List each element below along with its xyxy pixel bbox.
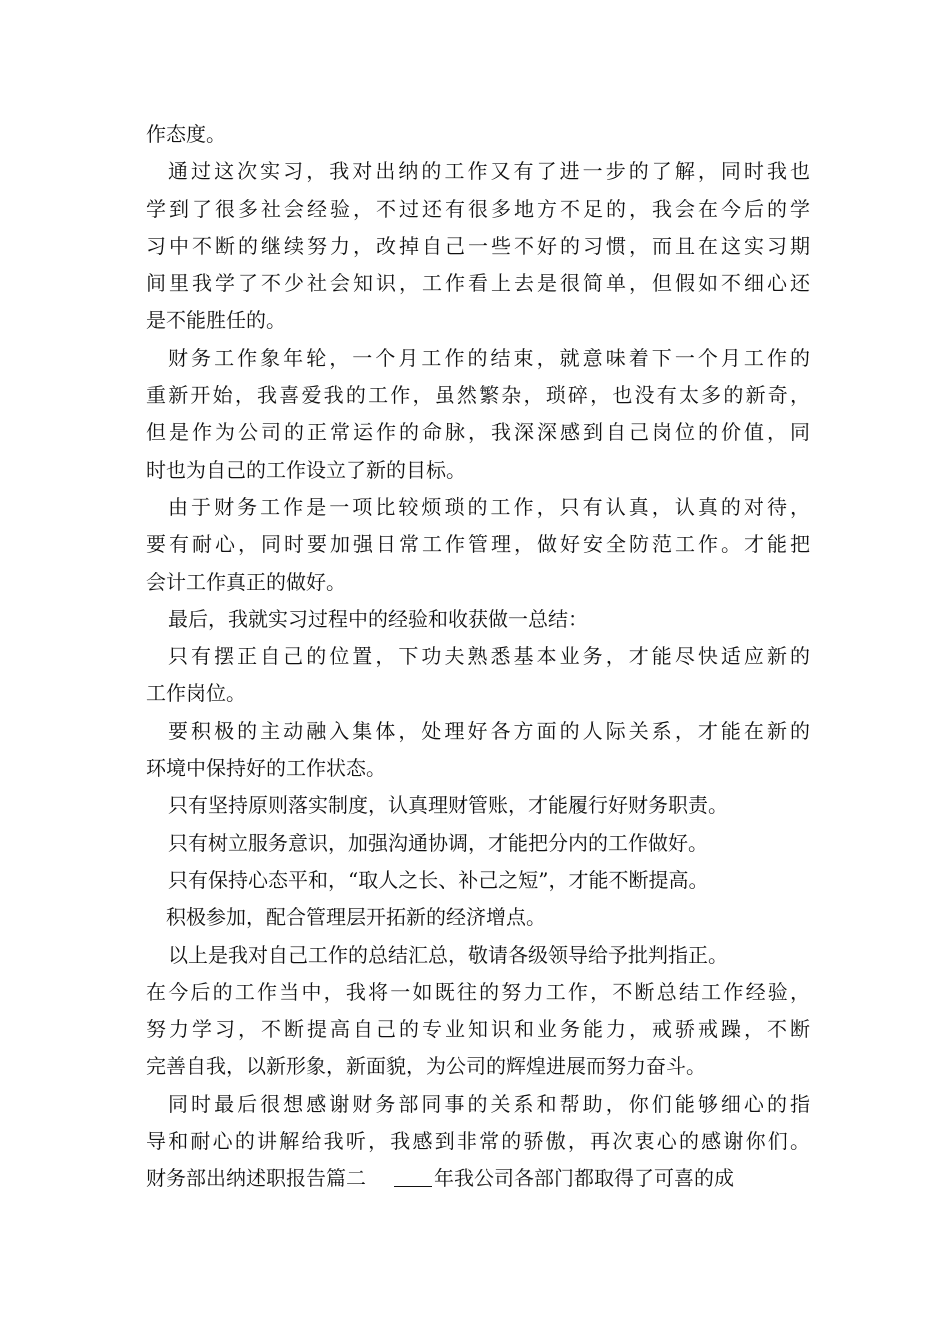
text-line: 在今后的工作当中，我将一如既往的努力工作，不断总结工作经验， <box>146 979 810 1004</box>
text-line: 间里我学了不少社会知识，工作看上去是很简单，但假如不细心还 <box>146 271 810 296</box>
text-line: 学到了很多社会经验，不过还有很多地方不足的，我会在今后的学 <box>146 196 810 221</box>
paragraph-start-line: 只有树立服务意识，加强沟通协调，才能把分内的工作做好。 <box>168 830 708 855</box>
paragraph-start-line: 要积极的主动融入集体，处理好各方面的人际关系，才能在新的 <box>168 718 810 743</box>
text-line: 时也为自己的工作设立了新的目标。 <box>146 457 466 482</box>
text-line: 工作岗位。 <box>146 681 246 706</box>
paragraph-start-line: 积极参加，配合管理层开拓新的经济增点。 <box>166 905 546 930</box>
document-body <box>146 116 810 1198</box>
paragraph-start-line: 只有坚持原则落实制度，认真理财管账，才能履行好财务职责。 <box>168 793 728 818</box>
final-line <box>146 1160 810 1197</box>
text-line: 习中不断的继续努力，改掉自己一些不好的习惯，而且在这实习期 <box>146 233 810 258</box>
text-line: 导和耐心的讲解给我听，我感到非常的骄傲，再次衷心的感谢你们。 <box>146 1129 810 1154</box>
paragraph-start-line: 同时最后很想感谢财务部同事的关系和帮助，你们能够细心的指 <box>168 1091 810 1116</box>
text-line: 作态度。 <box>146 122 226 146</box>
paragraph-start-line: 由于财务工作是一项比较烦琐的工作，只有认真，认真的对待， <box>168 494 810 519</box>
text-line: 但是作为公司的正常运作的命脉，我深深感到自己岗位的价值，同 <box>146 420 810 445</box>
text-line: 是不能胜任的。 <box>146 308 286 333</box>
paragraph-start-line: 最后，我就实习过程中的经验和收获做一总结： <box>168 606 588 631</box>
paragraph-start-line: 以上是我对自己工作的总结汇总，敬请各级领导给予批判指正。 <box>168 942 728 967</box>
text-line: 要有耐心，同时要加强日常工作管理，做好安全防范工作。才能把 <box>146 532 810 557</box>
paragraph-start-line: 财务工作象年轮，一个月工作的结束，就意味着下一个月工作的 <box>168 345 810 370</box>
section-heading: 财务部出纳述职报告篇二 <box>146 1166 366 1191</box>
text-line: 会计工作真正的做好。 <box>146 569 346 594</box>
blank-underline <box>394 1164 432 1187</box>
paragraph-start-line: 只有保持心态平和，“取人之长、补己之短”，才能不断提高。 <box>168 867 709 892</box>
text-line: 重新开始，我喜爱我的工作，虽然繁杂，琐碎，也没有太多的新奇， <box>146 383 810 408</box>
paragraph-start-line: 只有摆正自己的位置，下功夫熟悉基本业务，才能尽快适应新的 <box>168 644 810 669</box>
continuation-text: 年我公司各部门都取得了可喜的成 <box>434 1166 734 1191</box>
text-line: 环境中保持好的工作状态。 <box>146 756 386 781</box>
text-line: 努力学习，不断提高自己的专业知识和业务能力，戒骄戒躁，不断 <box>146 1017 810 1042</box>
paragraph-start-line: 通过这次实习，我对出纳的工作又有了进一步的了解，同时我也 <box>168 159 810 184</box>
text-line: 完善自我，以新形象，新面貌，为公司的辉煌进展而努力奋斗。 <box>146 1054 706 1079</box>
